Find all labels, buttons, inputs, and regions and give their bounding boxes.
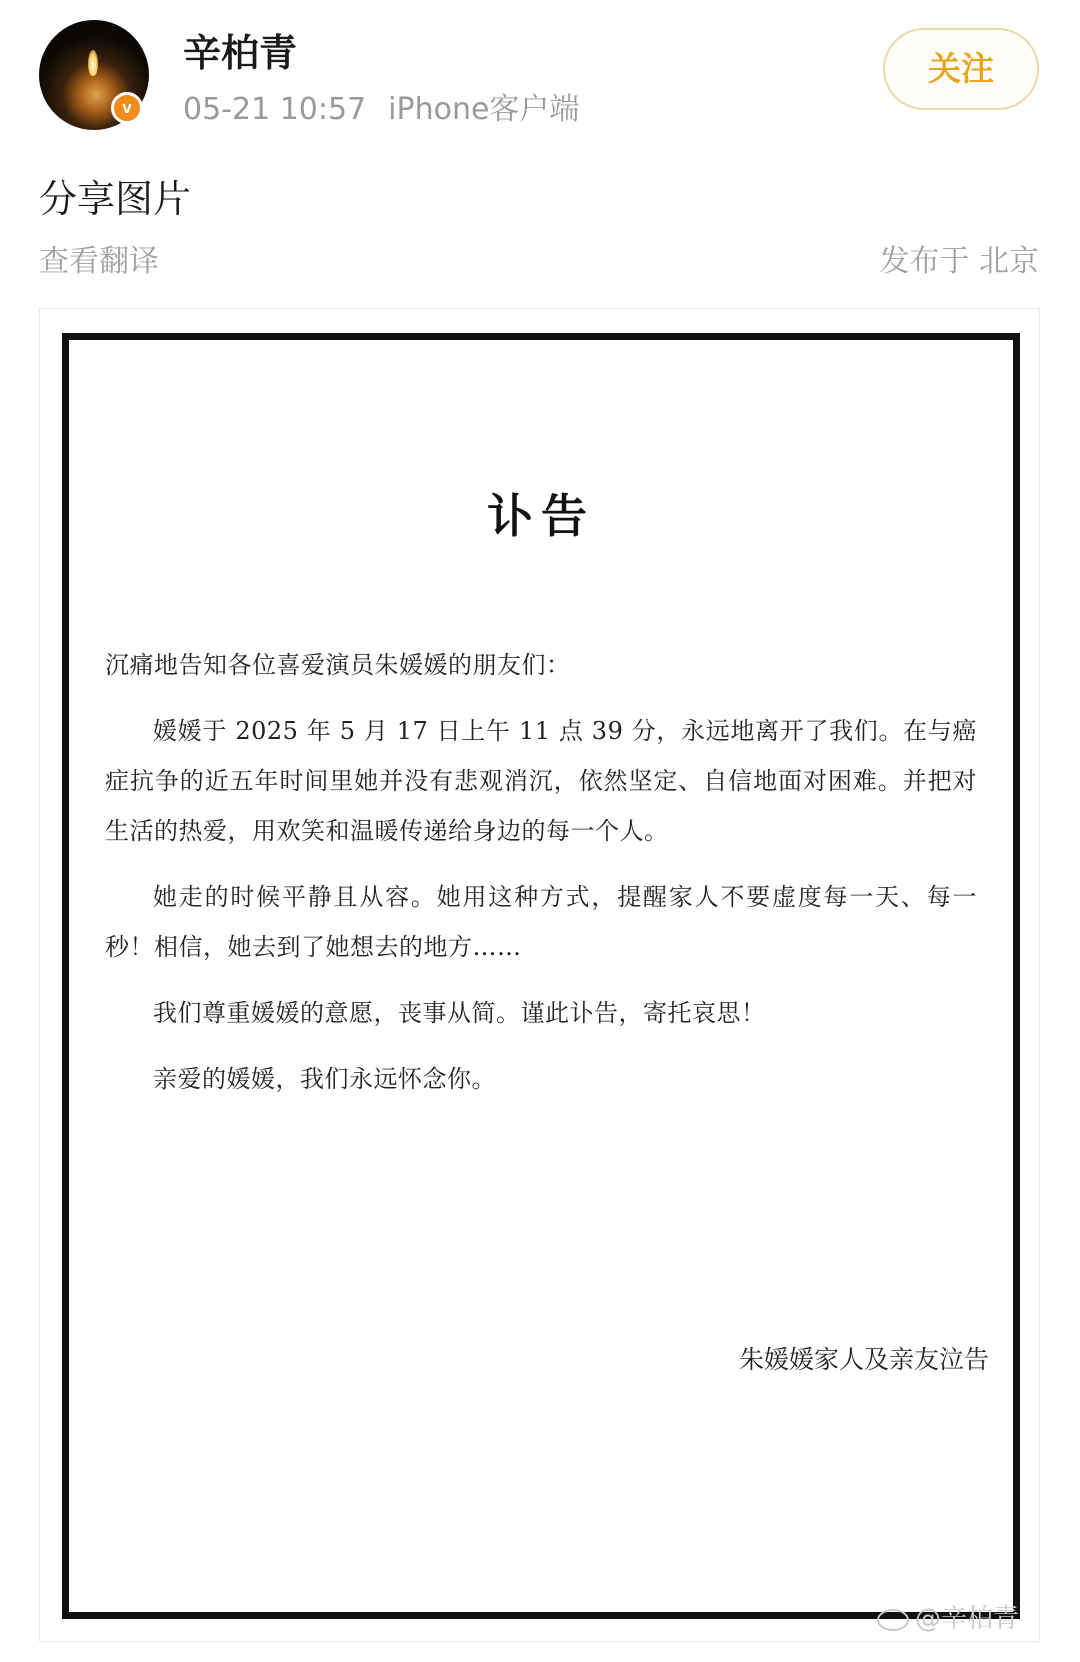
notice-title: 讣告: [487, 489, 595, 543]
follow-button[interactable]: 关注: [883, 28, 1039, 110]
post-location: 发布于 北京: [879, 244, 1039, 279]
post-time: 05-21 10:57: [183, 92, 367, 127]
post-meta: [183, 84, 579, 128]
notice-paragraph: 媛媛于 2025 年 5 月 17 日上午 11 点 39 分，永远地离开了我们。在与癌症抗争的近五年时间里她并没有悲观消沉，依然坚定、自信地面对困难。并把对生活的热爱，用欢笑和温暖传递给身边的每一个人。: [105, 717, 977, 845]
notice-paragraph: 亲爱的媛媛，我们永远怀念你。: [153, 1065, 496, 1093]
notice-signature: 朱媛媛家人及亲友泣告: [738, 1345, 989, 1374]
verified-v-icon: v: [111, 92, 143, 124]
notice-body: [105, 640, 977, 1120]
candle-flame-icon: [88, 50, 98, 76]
image-watermark: [877, 1598, 1019, 1635]
obituary-notice: [62, 333, 1020, 1619]
notice-paragraph: 她走的时候平静且从容。她用这种方式，提醒家人不要虚度每一天、每一秒！相信，她去到了她想去的地方……: [105, 883, 977, 961]
author-name[interactable]: 辛柏青: [183, 31, 298, 75]
watermark-text: @辛柏青: [914, 1604, 1019, 1634]
translate-link[interactable]: 查看翻译: [39, 244, 159, 279]
post-header: [0, 0, 1080, 150]
post-text: 分享图片: [39, 177, 192, 221]
weibo-logo-icon: [877, 1609, 909, 1631]
notice-paragraph: 我们尊重媛媛的意愿，丧事从简。谨此讣告，寄托哀思！: [153, 999, 766, 1027]
notice-greeting: 沉痛地告知各位喜爱演员朱媛媛的朋友们：: [105, 651, 571, 679]
post-client: iPhone客户端: [388, 92, 580, 127]
post-image[interactable]: [39, 308, 1040, 1642]
